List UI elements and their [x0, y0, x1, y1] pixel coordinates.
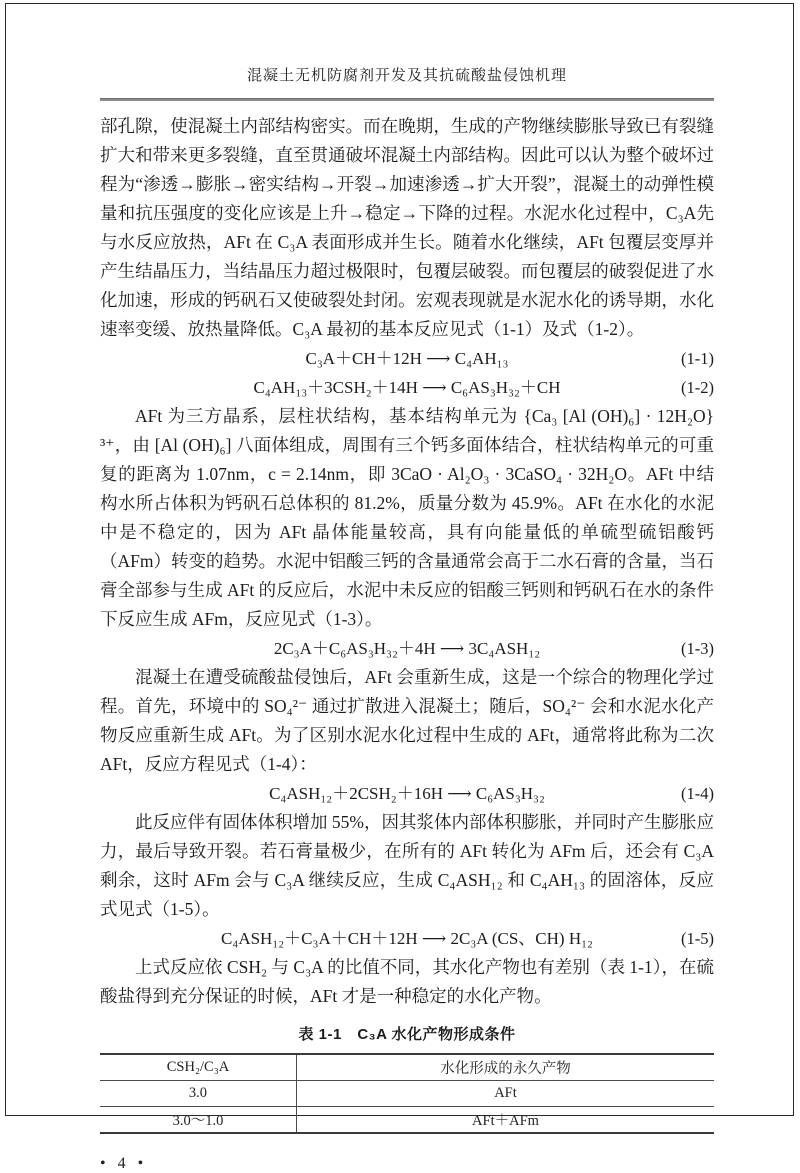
table-header-ratio: CSH₂/C₃A — [100, 1054, 296, 1081]
table-cell-ratio: 3.0 — [100, 1081, 296, 1107]
table-cell-products: AFt — [296, 1081, 714, 1107]
body-paragraph-1: 部孔隙，使混凝土内部结构密实。而在晚期，生成的产物继续膨胀导致已有裂缝扩大和带来更多裂缝，直至贯通破坏混凝土内部结构。因此可以认为整个破坏过程为“渗透→膨胀→密实结构→开裂→加速渗透→扩大开裂”，混凝土的动弹性模量和抗压强度的变化应该是上升→稳定→下降的过程。水泥水化过程中，C₃A先与水反应放热，AFt 在 C₃A 表面形成并生长。随着水化继续，AFt 包覆层变厚并产生结晶压力，当结晶压力超过极限时，包覆层破裂。而包覆层的破裂促进了水化加速，形成的钙矾石又使破裂处封闭。宏观表现就是水泥水化的诱导期，水化速率变缓、放热量降低。C₃A 最初的基本反应见式（1-1）及式（1-2）。 — [100, 116, 714, 339]
table-row — [100, 1081, 714, 1107]
page-content — [100, 0, 714, 1173]
equation-1-5 — [100, 924, 714, 953]
header-rule — [100, 98, 714, 101]
body-paragraph-5: 上式反应依 CSH₂ 与 C₃A 的比值不同，其水化产物也有差别（表 1-1），在硫酸盐得到充分保证的时候，AFt 才是一种稳定的水化产物。 — [100, 957, 714, 1006]
equation-formula: C₄ASH₁₂＋2CSH₂＋16H ⟶ C₆AS₃H₃₂ — [269, 784, 545, 803]
table-row — [100, 1107, 714, 1134]
hydration-products-table — [100, 1053, 714, 1134]
equation-number: (1-4) — [681, 784, 714, 803]
equation-number: (1-3) — [681, 639, 714, 658]
equation-formula: C₄ASH₁₂＋C₃A＋CH＋12H ⟶ 2C₃A (CS、CH) H₁₂ — [221, 929, 593, 948]
table-cell-products: AFt＋AFm — [472, 1113, 539, 1129]
equation-formula: C₃A＋CH＋12H ⟶ C₄AH₁₃ — [305, 349, 509, 368]
equation-number: (1-5) — [681, 929, 714, 948]
equation-1-1 — [100, 344, 714, 373]
body-paragraph-2: AFt 为三方晶系，层柱状结构，基本结构单元为 {Ca₃ [Al (OH)₆] · 12H₂O}³⁺，由 [Al (OH)₆] 八面体组成，周围有三个钙多面体结合，柱状结构单元的可重复的距离为 1.07nm，c = 2.14nm，即 3CaO · Al₂O₃ · 3CaSO₄ · 32H₂O。AFt 中结构水所占体积为钙矾石总体积的 81.2%，质量分数为 45.9%。AFt 在水化的水泥中是不稳定的，因为 AFt 晶体能量较高，具有向能量低的单硫型硫铝酸钙（AFm）转变的趋势。水泥中铝酸三钙的含量通常会高于二水石膏的含量，当石膏全部参与生成 AFt 的反应后，水泥中未反应的铝酸三钙则和钙矾石在水的条件下反应生成 AFm，反应见式（1-3）。 — [100, 406, 714, 629]
running-head-title: 混凝土无机防腐剂开发及其抗硫酸盐侵蚀机理 — [246, 68, 567, 84]
body-paragraph-3: 混凝土在遭受硫酸盐侵蚀后，AFt 会重新生成，这是一个综合的物理化学过程。首先，环境中的 SO₄²⁻ 通过扩散进入混凝土；随后，SO₄²⁻ 会和水泥水化产物反应重新生成 AFt。为了区别水泥水化过程中生成的 AFt，通常将此称为二次 AFt，反应方程见式（1-4）： — [100, 667, 714, 774]
body-text — [100, 112, 714, 1011]
equation-1-4 — [100, 779, 714, 808]
table-block — [100, 1023, 714, 1134]
table-caption: 表 1-1 C₃A 水化产物形成条件 — [298, 1026, 516, 1043]
equation-number: (1-2) — [681, 378, 714, 397]
equation-formula: C₄AH₁₃＋3CSH₂＋14H ⟶ C₆AS₃H₃₂＋CH — [253, 378, 561, 397]
equation-1-3 — [100, 634, 714, 663]
table-header-products: 水化形成的永久产物 — [296, 1054, 714, 1081]
table-cell-ratio: 3.0～1.0 — [100, 1107, 296, 1134]
equation-1-2 — [100, 373, 714, 402]
table-header-row — [100, 1054, 714, 1081]
body-paragraph-4: 此反应伴有固体体积增加 55%，因其浆体内部体积膨胀，并同时产生膨胀应力，最后导致开裂。若石膏量极少，在所有的 AFt 转化为 AFm 后，还会有 C₃A剩余，这时 AFm 会与 C₃A 继续反应，生成 C₄ASH₁₂ 和 C₄AH₁₃ 的固溶体，反应式见式（1-5）。 — [100, 812, 714, 919]
equation-formula: 2C₃A＋C₆AS₃H₃₂＋4H ⟶ 3C₄ASH₁₂ — [273, 639, 541, 658]
page-number: • 4 • — [100, 1155, 148, 1172]
equation-number: (1-1) — [681, 349, 714, 368]
